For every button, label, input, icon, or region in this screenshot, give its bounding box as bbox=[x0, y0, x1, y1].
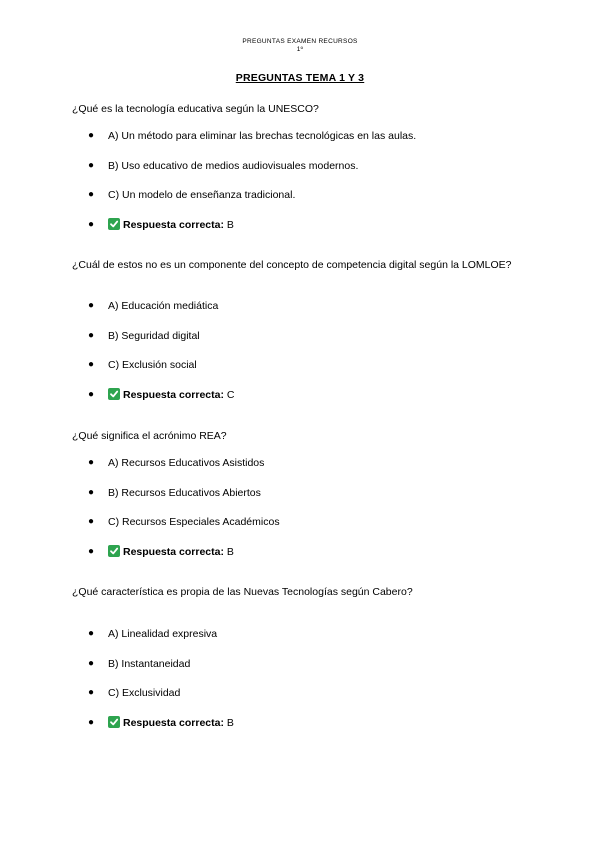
answer-label: Respuesta correcta: bbox=[123, 545, 224, 558]
question-1-options bbox=[72, 129, 512, 238]
bullet-icon: ● bbox=[88, 687, 95, 698]
question-3-option-a: ● A) Recursos Educativos Asistidos bbox=[88, 457, 265, 469]
bullet-icon: ● bbox=[88, 189, 95, 200]
bullet-icon: ● bbox=[88, 628, 95, 639]
bullet-icon: ● bbox=[88, 457, 95, 468]
question-4-option-a: ● A) Linealidad expresiva bbox=[88, 628, 218, 640]
answer-value: B bbox=[226, 545, 234, 558]
answer-value: B bbox=[226, 218, 234, 231]
bullet-icon: ● bbox=[88, 516, 95, 527]
question-3-option-b: ● B) Recursos Educativos Abiertos bbox=[88, 486, 261, 499]
question-1: ¿Qué es la tecnología educativa según la UNESCO? bbox=[72, 103, 319, 115]
answer-label: Respuesta correcta: bbox=[123, 716, 224, 729]
answer-value: C bbox=[226, 388, 235, 401]
question-4: ¿Qué característica es propia de las Nuevas Tecnologías según Cabero? bbox=[72, 586, 413, 598]
header-line-2: 1º bbox=[296, 46, 304, 53]
question-1-option-a: ● A) Un método para eliminar las brechas tecnológicas en las aulas. bbox=[88, 130, 417, 142]
question-3-answer bbox=[72, 545, 512, 565]
bullet-icon: ● bbox=[88, 159, 95, 171]
bullet-icon: ● bbox=[88, 130, 95, 141]
bullet-icon: ● bbox=[88, 218, 95, 230]
question-4-options bbox=[72, 627, 512, 736]
bullet-icon: ● bbox=[88, 545, 95, 557]
answer-label: Respuesta correcta: bbox=[123, 218, 224, 231]
question-1-option-b: ● B) Uso educativo de medios audiovisuales modernos. bbox=[88, 159, 359, 172]
bullet-icon: ● bbox=[88, 300, 95, 311]
bullet-icon: ● bbox=[88, 657, 95, 669]
bullet-icon: ● bbox=[88, 388, 95, 400]
question-2-option-b: ● B) Seguridad digital bbox=[88, 329, 200, 342]
page-header bbox=[0, 38, 600, 54]
check-mark-icon bbox=[108, 388, 120, 400]
question-2-answer bbox=[72, 388, 512, 408]
page-title: PREGUNTAS TEMA 1 Y 3 bbox=[235, 72, 365, 84]
question-3-options bbox=[72, 456, 512, 565]
answer-label: Respuesta correcta: bbox=[123, 388, 224, 401]
question-1-option-c: ● C) Un modelo de enseñanza tradicional. bbox=[88, 189, 296, 201]
question-4-option-c: ● C) Exclusividad bbox=[88, 687, 181, 699]
question-3-option-c: ● C) Recursos Especiales Académicos bbox=[88, 516, 280, 528]
question-4-answer bbox=[72, 716, 512, 736]
check-mark-icon bbox=[108, 218, 120, 230]
bullet-icon: ● bbox=[88, 329, 95, 341]
question-2: ¿Cuál de estos no es un componente del concepto de competencia digital según la LOMLOE? bbox=[72, 259, 512, 271]
bullet-icon: ● bbox=[88, 359, 95, 370]
question-2-options bbox=[72, 299, 512, 408]
bullet-icon: ● bbox=[88, 486, 95, 498]
question-2-option-c: ● C) Exclusión social bbox=[88, 359, 197, 371]
header-line-1: PREGUNTAS EXAMEN RECURSOS bbox=[242, 38, 358, 45]
check-mark-icon bbox=[108, 716, 120, 728]
question-3: ¿Qué significa el acrónimo REA? bbox=[72, 430, 227, 442]
check-mark-icon bbox=[108, 545, 120, 557]
bullet-icon: ● bbox=[88, 716, 95, 728]
answer-value: B bbox=[226, 716, 234, 729]
question-2-option-a: ● A) Educación mediática bbox=[88, 300, 219, 312]
question-1-answer bbox=[72, 218, 512, 238]
question-4-option-b: ● B) Instantaneidad bbox=[88, 657, 191, 670]
